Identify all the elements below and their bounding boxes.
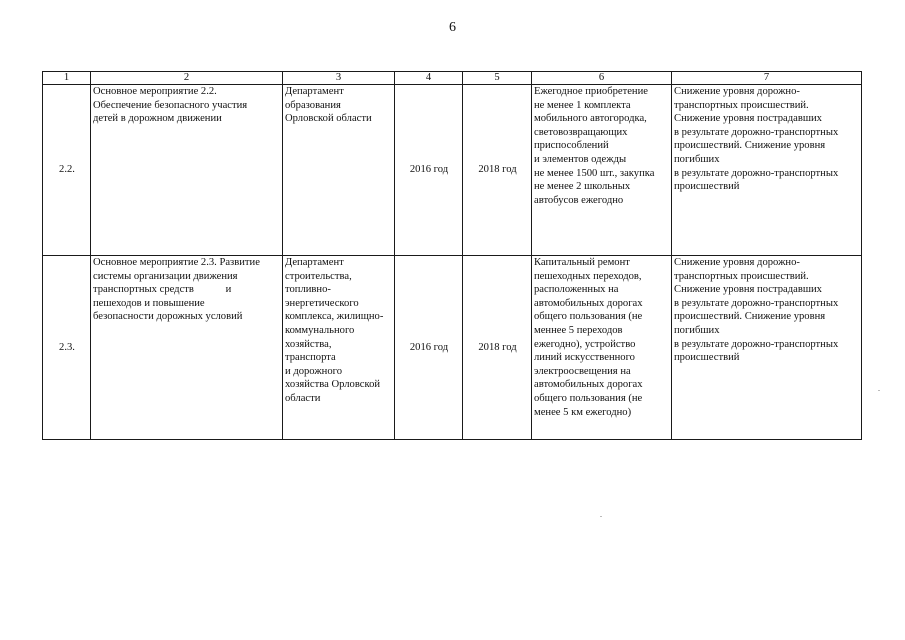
header-cell: 6 [532,72,672,85]
result-line: Снижение уровня пострадавших [674,284,822,296]
content-line: мобильного автогородка, [534,113,647,125]
content-line: электроосвещения на [534,365,631,377]
executor-line: образования [285,99,341,111]
result-cell [672,85,862,256]
result-line: транспортных происшествий. [674,270,809,282]
result-line: Снижение уровня дорожно- [674,86,800,97]
row-number: 2.3. [43,256,91,440]
result-line: Снижение уровня дорожно- [674,257,800,268]
content-line: общего пользования (не [534,311,643,323]
header-cell: 3 [283,72,395,85]
row-number: 2.2. [43,85,91,256]
executor-line: Департамент [285,257,344,268]
activity-line: транспортных средств и [93,284,232,296]
executor-cell [283,256,395,440]
content-line: расположенных на [534,284,619,296]
content-line: и элементов одежды [534,153,627,165]
table-row [43,256,862,440]
result-line: происшествий [674,352,740,364]
activity-line: Основное мероприятие 2.3. Развитие [93,257,260,268]
scan-speck [878,390,880,391]
start-year: 2016 год [395,256,463,440]
executor-line: комплекса, жилищно- [285,311,384,323]
executor-line: хозяйства, [285,338,332,350]
content-line: не менее 1500 шт., закупка [534,167,655,179]
result-line: в результате дорожно-транспортных [674,126,839,138]
content-line: пешеходных переходов, [534,270,642,282]
content-line: автобусов ежегодно [534,194,624,206]
scan-speck [600,516,602,517]
page-number: 6 [449,20,456,35]
content-line: Капитальный ремонт [534,257,630,268]
executor-line: транспорта [285,352,336,364]
content-line: общего пользования (не [534,392,643,404]
activity-cell [91,256,283,440]
result-line: в результате дорожно-транспортных [674,297,839,309]
end-year: 2018 год [463,256,532,440]
activity-line: детей в дорожном движении [93,113,222,125]
executor-line: коммунального [285,324,355,336]
content-line: линий искусственного [534,352,635,364]
content-line: не менее 2 школьных [534,181,631,193]
content-line: меннее 5 переходов [534,324,623,336]
content-line: автомобильных дорогах [534,297,643,309]
executor-line: хозяйства Орловской [285,379,381,391]
activity-line: безопасности дорожных условий [93,311,243,323]
activity-line: Основное мероприятие 2.2. [93,86,217,97]
result-line: в результате дорожно-транспортных [674,167,839,179]
executor-line: Департамент [285,86,344,97]
result-cell [672,256,862,440]
content-line: менее 5 км ежегодно) [534,406,632,418]
content-line: Ежегодное приобретение [534,86,648,97]
end-year: 2018 год [463,85,532,256]
executor-line: Орловской области [285,113,372,125]
header-cell: 5 [463,72,532,85]
measures-table [42,71,862,440]
result-line: погибших [674,153,720,165]
executor-cell [283,85,395,256]
content-line: автомобильных дорогах [534,379,643,391]
result-line: в результате дорожно-транспортных [674,338,839,350]
header-cell: 4 [395,72,463,85]
executor-line: топливно- [285,284,331,296]
content-line: световозвращающих [534,126,628,138]
table-row [43,85,862,256]
executor-line: и дорожного [285,365,342,377]
content-line: приспособлений [534,140,609,152]
result-line: происшествий. Снижение уровня [674,140,826,152]
content-line: ежегодно), устройство [534,338,636,350]
executor-line: строительства, [285,270,352,282]
result-line: происшествий. Снижение уровня [674,311,826,323]
header-cell: 7 [672,72,862,85]
activity-line: системы организации движения [93,270,238,282]
header-cell: 2 [91,72,283,85]
content-cell [532,85,672,256]
executor-line: области [285,392,321,404]
activity-line: пешеходов и повышение [93,297,205,309]
content-cell [532,256,672,440]
start-year: 2016 год [395,85,463,256]
content-line: не менее 1 комплекта [534,99,631,111]
header-cell: 1 [43,72,91,85]
result-line: погибших [674,324,720,336]
activity-line: Обеспечение безопасного участия [93,99,248,111]
header-row [43,72,862,85]
executor-line: энергетического [285,297,359,309]
result-line: Снижение уровня пострадавших [674,113,822,125]
result-line: транспортных происшествий. [674,99,809,111]
result-line: происшествий [674,181,740,193]
activity-cell [91,85,283,256]
